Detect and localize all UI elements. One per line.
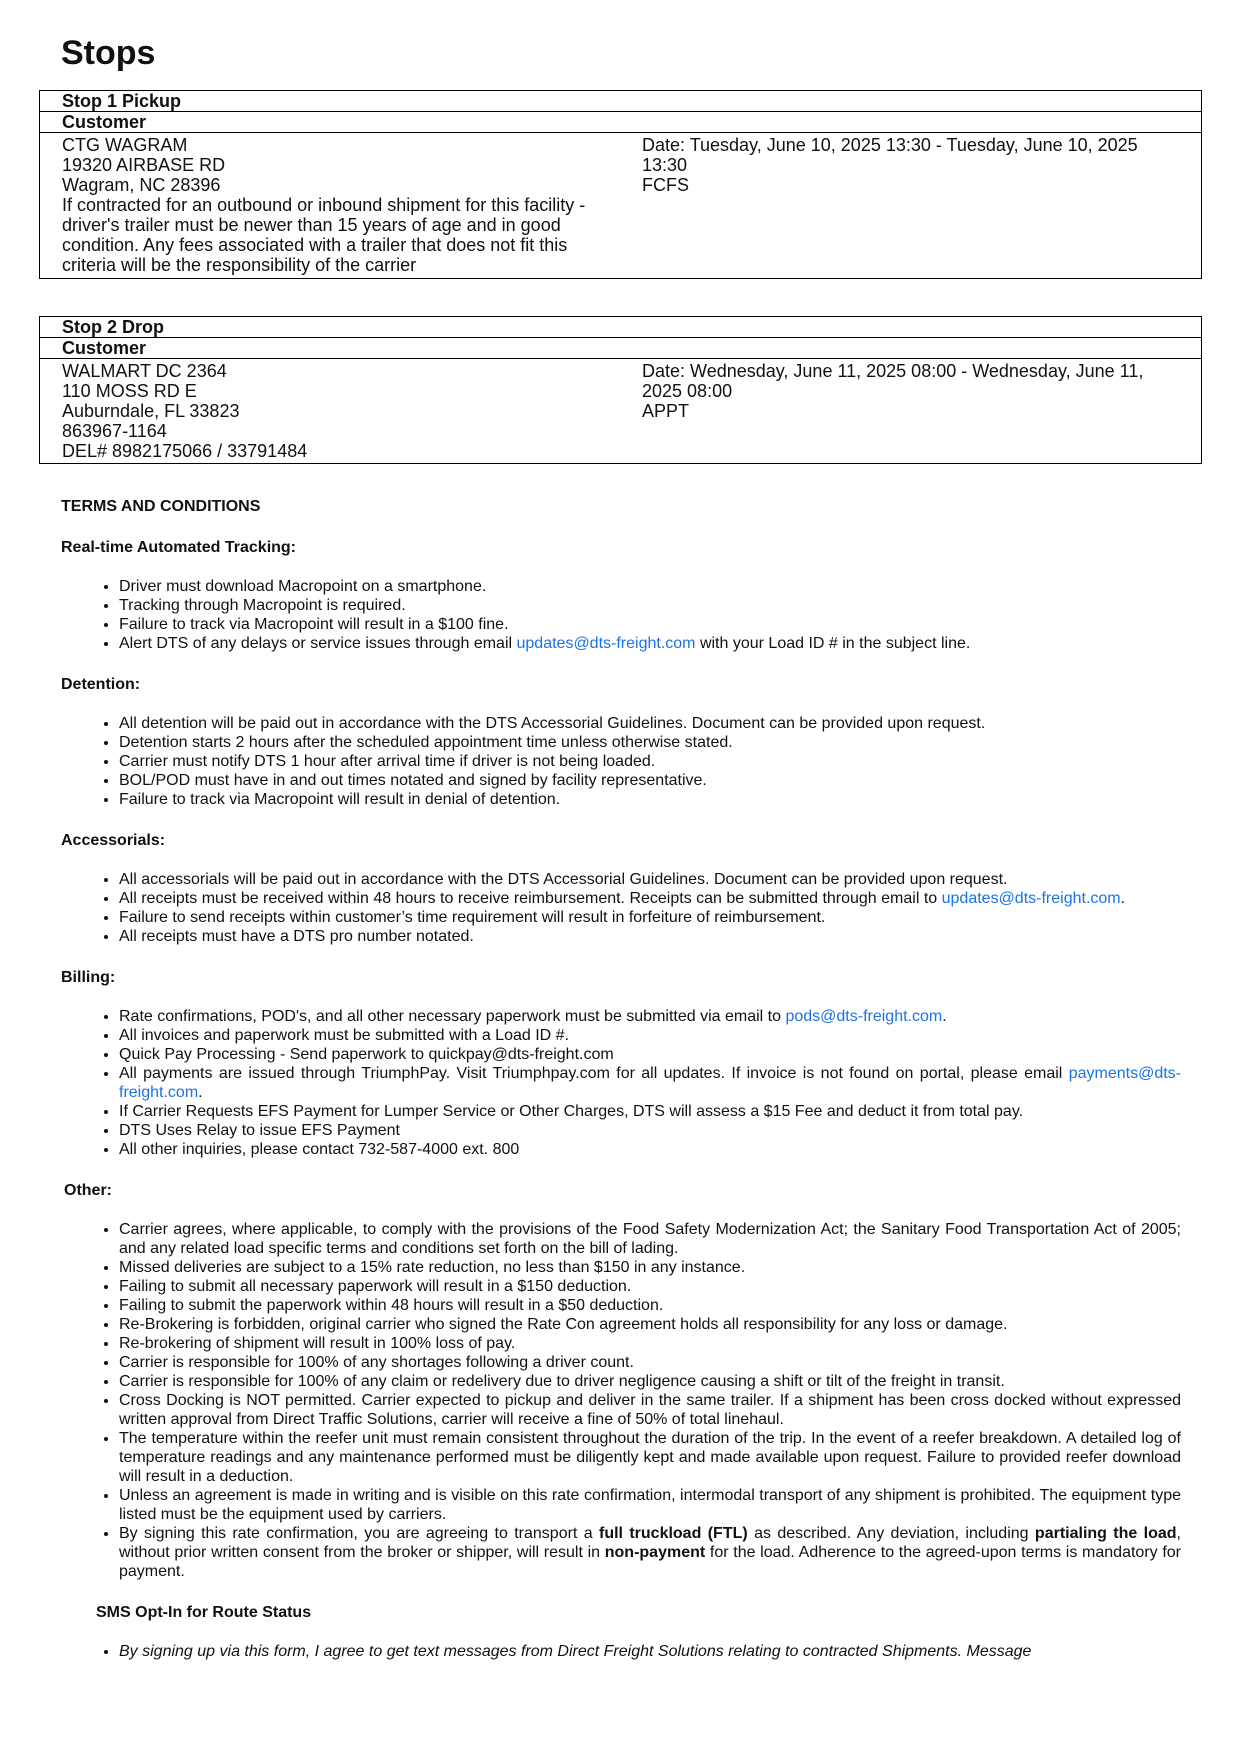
accessorials-list: [61, 870, 1181, 946]
sms-list: [61, 1642, 1181, 1661]
other-list: [61, 1220, 1181, 1581]
terms-section: [61, 497, 1181, 1683]
list-item: • All receipts must be received within 48 hours to receive reimbursement. Receipts can be submitted through email to updates@dts-freight.com.: [119, 889, 1181, 908]
list-item: • Detention starts 2 hours after the scheduled appointment time unless otherwise stated.: [119, 733, 1181, 752]
list-item: • Carrier must notify DTS 1 hour after arrival time if driver is not being loaded.: [119, 752, 1181, 771]
list-item: • Carrier is responsible for 100% of any shortages following a driver count.: [119, 1353, 1181, 1372]
tracking-list: [61, 577, 1181, 653]
list-item: • Carrier is responsible for 100% of any claim or redelivery due to driver negligence causing a shift or tilt of the freight in transit.: [119, 1372, 1181, 1391]
stop-2-name: WALMART DC 2364: [62, 361, 227, 381]
list-item: • All detention will be paid out in accordance with the DTS Accessorial Guidelines. Document can be provided upon request.: [119, 714, 1181, 733]
stop-1-customer-label: Customer: [40, 112, 1201, 133]
stop-1-address: [62, 135, 622, 275]
list-item: • Failing to submit all necessary paperwork will result in a $150 deduction.: [119, 1277, 1181, 1296]
stop-1-street: 19320 AIRBASE RD: [62, 155, 226, 175]
stop-2-del-number: DEL# 8982175066 / 33791484: [62, 441, 308, 461]
list-item: • Tracking through Macropoint is required.: [119, 596, 1181, 615]
list-item: • If Carrier Requests EFS Payment for Lumper Service or Other Charges, DTS will assess a $15 Fee and deduct it from total pay.: [119, 1102, 1181, 1121]
list-item: • Missed deliveries are subject to a 15% rate reduction, no less than $150 in any instance.: [119, 1258, 1181, 1277]
other-heading: Other:: [64, 1182, 112, 1199]
list-item: • All other inquiries, please contact 732-587-4000 ext. 800: [119, 1140, 1181, 1159]
list-item: • All receipts must have a DTS pro number notated.: [119, 927, 1181, 946]
pods-email-link[interactable]: pods@dts-freight.com: [785, 1008, 943, 1025]
list-item: • Alert DTS of any delays or service issues through email updates@dts-freight.com with your Load ID # in the subject line.: [119, 634, 1181, 653]
list-item: • DTS Uses Relay to issue EFS Payment: [119, 1121, 1181, 1140]
stop-1-schedule: [622, 135, 1182, 275]
list-item: • Unless an agreement is made in writing and is visible on this rate confirmation, intermodal transport of any shipment is prohibited. The equipment type listed must be the equipment used by carriers.: [119, 1486, 1181, 1524]
stop-1-appt-type: FCFS: [642, 175, 689, 195]
tracking-heading: Real-time Automated Tracking:: [61, 539, 297, 556]
updates-email-link[interactable]: updates@dts-freight.com: [516, 635, 696, 652]
list-item: • Carrier agrees, where applicable, to comply with the provisions of the Food Safety Modernization Act; the Sanitary Food Transportation Act of 2005; and any related load specific terms and conditions set forth on the bill of lading.: [119, 1220, 1181, 1258]
stop-2-header: Stop 2 Drop: [40, 317, 1201, 338]
list-item: • By signing up via this form, I agree to get text messages from Direct Freight Solutions relating to contracted Shipments. Message: [119, 1642, 1181, 1661]
payments-email-link[interactable]: payments@dts-freight.com: [119, 1065, 1181, 1101]
list-item: • Failure to track via Macropoint will result in denial of detention.: [119, 790, 1181, 809]
list-item: • Re-Brokering is forbidden, original carrier who signed the Rate Con agreement holds all responsibility for any loss or damage.: [119, 1315, 1181, 1334]
page-title: Stops: [61, 34, 156, 72]
stop-2-phone: 863967-1164: [62, 421, 167, 441]
stop-2-customer-label: Customer: [40, 338, 1201, 359]
list-item: • Failure to send receipts within customer’s time requirement will result in forfeiture of reimbursement.: [119, 908, 1181, 927]
list-item: • BOL/POD must have in and out times notated and signed by facility representative.: [119, 771, 1181, 790]
stop-2-address: [62, 361, 622, 461]
stop-1-box: [39, 90, 1202, 279]
stop-1-name: CTG WAGRAM: [62, 135, 188, 155]
list-item: • Cross Docking is NOT permitted. Carrier expected to pickup and deliver in the same trailer. If a shipment has been cross docked without expressed written approval from Direct Traffic Solutions, carrier will receive a fine of 50% of total linehaul.: [119, 1391, 1181, 1429]
detention-heading: Detention:: [61, 676, 141, 693]
detention-list: [61, 714, 1181, 809]
accessorials-heading: Accessorials:: [61, 832, 166, 849]
list-item: • Failing to submit the paperwork within 48 hours will result in a $50 deduction.: [119, 1296, 1181, 1315]
stop-2-appt-type: APPT: [642, 401, 690, 421]
stop-2-city: Auburndale, FL 33823: [62, 401, 240, 421]
list-item: • The temperature within the reefer unit must remain consistent throughout the duration of the trip. In the event of a reefer breakdown. A detailed log of temperature readings and any maintenance performed must be diligently kept and made available upon request. Failure to provided reefer download will result in a deduction.: [119, 1429, 1181, 1486]
stop-1-date: Date: Tuesday, June 10, 2025 13:30 - Tuesday, June 10, 2025 13:30: [642, 135, 1138, 175]
stop-1-note: If contracted for an outbound or inbound shipment for this facility - driver's trailer must be newer than 15 years of age and in good condition. Any fees associated with a trailer that does not fit this criteria will be the responsibility of the carrier: [62, 195, 586, 275]
stop-2-box: [39, 316, 1202, 464]
list-item: • Failure to track via Macropoint will result in a $100 fine.: [119, 615, 1181, 634]
stop-2-date: Date: Wednesday, June 11, 2025 08:00 - Wednesday, June 11, 2025 08:00: [642, 361, 1144, 401]
list-item: • All accessorials will be paid out in accordance with the DTS Accessorial Guidelines. Document can be provided upon request.: [119, 870, 1181, 889]
list-item: • Rate confirmations, POD's, and all other necessary paperwork must be submitted via email to pods@dts-freight.com.: [119, 1007, 1181, 1026]
updates-email-link[interactable]: updates@dts-freight.com: [941, 890, 1121, 907]
stop-2-schedule: [622, 361, 1182, 461]
billing-list: [61, 1007, 1181, 1159]
stop-1-header: Stop 1 Pickup: [40, 91, 1201, 112]
billing-heading: Billing:: [61, 969, 116, 986]
stop-1-city: Wagram, NC 28396: [62, 175, 221, 195]
list-item: • Quick Pay Processing - Send paperwork to quickpay@dts-freight.com: [119, 1045, 1181, 1064]
list-item: • By signing this rate confirmation, you are agreeing to transport a full truckload (FTL) as described. Any deviation, including partialing the load, without prior written consent from the broker or shipper, will result in non-payment for the load. Adherence to the agreed-upon terms is mandatory for payment.: [119, 1524, 1181, 1581]
list-item: • All payments are issued through TriumphPay. Visit Triumphpay.com for all updates. If invoice is not found on portal, please email payments@dts-freight.com.: [119, 1064, 1181, 1102]
stop-2-street: 110 MOSS RD E: [62, 381, 197, 401]
terms-title: TERMS AND CONDITIONS: [61, 498, 261, 515]
list-item: • Re-brokering of shipment will result in 100% loss of pay.: [119, 1334, 1181, 1353]
list-item: • All invoices and paperwork must be submitted with a Load ID #.: [119, 1026, 1181, 1045]
sms-heading: SMS Opt-In for Route Status: [96, 1604, 312, 1621]
list-item: • Driver must download Macropoint on a smartphone.: [119, 577, 1181, 596]
